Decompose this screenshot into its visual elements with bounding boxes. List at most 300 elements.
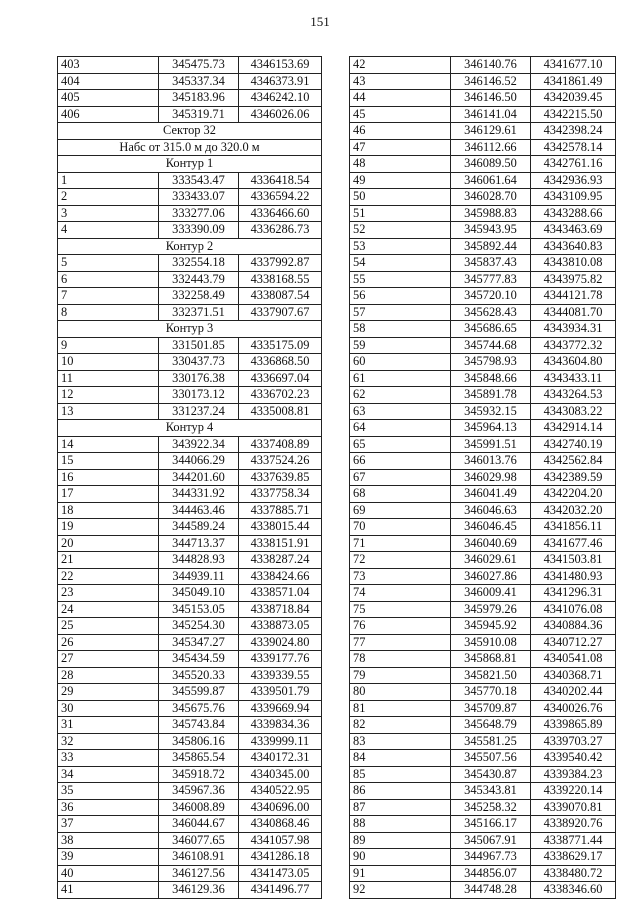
x-coordinate: 343922.34 bbox=[159, 436, 239, 453]
point-number: 64 bbox=[350, 420, 451, 437]
point-number: 12 bbox=[58, 387, 159, 404]
table-row bbox=[58, 733, 322, 750]
table-row bbox=[58, 601, 322, 618]
point-number: 38 bbox=[58, 832, 159, 849]
x-coordinate: 344713.37 bbox=[159, 535, 239, 552]
x-coordinate: 330437.73 bbox=[159, 354, 239, 371]
x-coordinate: 345254.30 bbox=[159, 618, 239, 635]
x-coordinate: 345599.87 bbox=[159, 684, 239, 701]
y-coordinate: 4341057.98 bbox=[239, 832, 322, 849]
section-header: Контур 3 bbox=[58, 321, 322, 338]
y-coordinate: 4338015.44 bbox=[239, 519, 322, 536]
point-number: 35 bbox=[58, 783, 159, 800]
page-number: 151 bbox=[310, 14, 330, 29]
point-number: 90 bbox=[350, 849, 451, 866]
point-number: 68 bbox=[350, 486, 451, 503]
table-row bbox=[350, 601, 616, 618]
point-number: 1 bbox=[58, 172, 159, 189]
section-header-row bbox=[58, 321, 322, 338]
y-coordinate: 4340696.00 bbox=[239, 799, 322, 816]
point-number: 81 bbox=[350, 700, 451, 717]
y-coordinate: 4339540.42 bbox=[531, 750, 616, 767]
x-coordinate: 345153.05 bbox=[159, 601, 239, 618]
x-coordinate: 345581.25 bbox=[451, 733, 531, 750]
section-header-row bbox=[58, 123, 322, 140]
x-coordinate: 344828.93 bbox=[159, 552, 239, 569]
point-number: 13 bbox=[58, 403, 159, 420]
y-coordinate: 4337639.85 bbox=[239, 469, 322, 486]
x-coordinate: 345347.27 bbox=[159, 634, 239, 651]
point-number: 48 bbox=[350, 156, 451, 173]
coordinates-table-left bbox=[57, 56, 322, 899]
section-header-row bbox=[58, 238, 322, 255]
table-row bbox=[350, 288, 616, 305]
x-coordinate: 346009.41 bbox=[451, 585, 531, 602]
y-coordinate: 4340345.00 bbox=[239, 766, 322, 783]
x-coordinate: 346046.63 bbox=[451, 502, 531, 519]
table-row bbox=[58, 651, 322, 668]
x-coordinate: 345337.34 bbox=[159, 73, 239, 90]
y-coordinate: 4338629.17 bbox=[531, 849, 616, 866]
table-row bbox=[58, 535, 322, 552]
point-number: 22 bbox=[58, 568, 159, 585]
point-number: 88 bbox=[350, 816, 451, 833]
x-coordinate: 345932.15 bbox=[451, 403, 531, 420]
table-row bbox=[350, 354, 616, 371]
point-number: 37 bbox=[58, 816, 159, 833]
y-coordinate: 4339177.76 bbox=[239, 651, 322, 668]
section-header: Контур 2 bbox=[58, 238, 322, 255]
point-number: 32 bbox=[58, 733, 159, 750]
y-coordinate: 4341480.93 bbox=[531, 568, 616, 585]
point-number: 45 bbox=[350, 106, 451, 123]
x-coordinate: 346046.45 bbox=[451, 519, 531, 536]
y-coordinate: 4338571.04 bbox=[239, 585, 322, 602]
y-coordinate: 4342761.16 bbox=[531, 156, 616, 173]
y-coordinate: 4341496.77 bbox=[239, 882, 322, 899]
x-coordinate: 345837.43 bbox=[451, 255, 531, 272]
point-number: 33 bbox=[58, 750, 159, 767]
y-coordinate: 4344081.70 bbox=[531, 304, 616, 321]
y-coordinate: 4337885.71 bbox=[239, 502, 322, 519]
table-row bbox=[350, 535, 616, 552]
point-number: 73 bbox=[350, 568, 451, 585]
y-coordinate: 4340712.27 bbox=[531, 634, 616, 651]
table-row bbox=[350, 139, 616, 156]
x-coordinate: 333277.06 bbox=[159, 205, 239, 222]
table-row bbox=[58, 783, 322, 800]
point-number: 8 bbox=[58, 304, 159, 321]
table-row bbox=[350, 849, 616, 866]
table-row bbox=[350, 321, 616, 338]
table-row bbox=[58, 337, 322, 354]
table-row bbox=[350, 189, 616, 206]
x-coordinate: 345507.56 bbox=[451, 750, 531, 767]
point-number: 46 bbox=[350, 123, 451, 140]
y-coordinate: 4340202.44 bbox=[531, 684, 616, 701]
point-number: 79 bbox=[350, 667, 451, 684]
x-coordinate: 346146.50 bbox=[451, 90, 531, 107]
table-row bbox=[58, 288, 322, 305]
point-number: 40 bbox=[58, 865, 159, 882]
x-coordinate: 346127.56 bbox=[159, 865, 239, 882]
table-row bbox=[58, 469, 322, 486]
point-number: 77 bbox=[350, 634, 451, 651]
point-number: 44 bbox=[350, 90, 451, 107]
y-coordinate: 4341473.05 bbox=[239, 865, 322, 882]
table-row bbox=[350, 172, 616, 189]
y-coordinate: 4336418.54 bbox=[239, 172, 322, 189]
table-row bbox=[58, 717, 322, 734]
y-coordinate: 4343810.08 bbox=[531, 255, 616, 272]
table-row bbox=[350, 238, 616, 255]
table-row bbox=[58, 255, 322, 272]
table-row bbox=[58, 403, 322, 420]
point-number: 67 bbox=[350, 469, 451, 486]
table-row bbox=[58, 354, 322, 371]
y-coordinate: 4342914.14 bbox=[531, 420, 616, 437]
y-coordinate: 4339703.27 bbox=[531, 733, 616, 750]
point-number: 42 bbox=[350, 57, 451, 74]
point-number: 11 bbox=[58, 370, 159, 387]
x-coordinate: 345918.72 bbox=[159, 766, 239, 783]
point-number: 61 bbox=[350, 370, 451, 387]
table-row bbox=[58, 304, 322, 321]
table-row bbox=[350, 403, 616, 420]
point-number: 27 bbox=[58, 651, 159, 668]
y-coordinate: 4338873.05 bbox=[239, 618, 322, 635]
y-coordinate: 4337758.34 bbox=[239, 486, 322, 503]
point-number: 29 bbox=[58, 684, 159, 701]
x-coordinate: 345777.83 bbox=[451, 271, 531, 288]
x-coordinate: 345979.26 bbox=[451, 601, 531, 618]
x-coordinate: 345943.95 bbox=[451, 222, 531, 239]
x-coordinate: 333390.09 bbox=[159, 222, 239, 239]
x-coordinate: 345743.84 bbox=[159, 717, 239, 734]
point-number: 3 bbox=[58, 205, 159, 222]
x-coordinate: 344967.73 bbox=[451, 849, 531, 866]
table-row bbox=[58, 700, 322, 717]
y-coordinate: 4340522.95 bbox=[239, 783, 322, 800]
x-coordinate: 345430.87 bbox=[451, 766, 531, 783]
table-row bbox=[350, 519, 616, 536]
y-coordinate: 4335175.09 bbox=[239, 337, 322, 354]
x-coordinate: 345520.33 bbox=[159, 667, 239, 684]
point-number: 54 bbox=[350, 255, 451, 272]
table-row bbox=[350, 453, 616, 470]
y-coordinate: 4342562.84 bbox=[531, 453, 616, 470]
point-number: 23 bbox=[58, 585, 159, 602]
table-row bbox=[350, 255, 616, 272]
table-row bbox=[58, 172, 322, 189]
x-coordinate: 346029.98 bbox=[451, 469, 531, 486]
y-coordinate: 4337907.67 bbox=[239, 304, 322, 321]
table-row bbox=[58, 519, 322, 536]
point-number: 50 bbox=[350, 189, 451, 206]
table-row bbox=[350, 123, 616, 140]
table-row bbox=[350, 618, 616, 635]
x-coordinate: 332443.79 bbox=[159, 271, 239, 288]
point-number: 34 bbox=[58, 766, 159, 783]
y-coordinate: 4336702.23 bbox=[239, 387, 322, 404]
x-coordinate: 345991.51 bbox=[451, 436, 531, 453]
point-number: 70 bbox=[350, 519, 451, 536]
x-coordinate: 344939.11 bbox=[159, 568, 239, 585]
y-coordinate: 4339070.81 bbox=[531, 799, 616, 816]
table-row bbox=[58, 865, 322, 882]
point-number: 43 bbox=[350, 73, 451, 90]
point-number: 406 bbox=[58, 106, 159, 123]
table-row bbox=[58, 106, 322, 123]
y-coordinate: 4335008.81 bbox=[239, 403, 322, 420]
table-row bbox=[58, 370, 322, 387]
section-header: Контур 1 bbox=[58, 156, 322, 173]
table-row bbox=[350, 667, 616, 684]
section-header-row bbox=[58, 139, 322, 156]
x-coordinate: 344856.07 bbox=[451, 865, 531, 882]
x-coordinate: 345628.43 bbox=[451, 304, 531, 321]
y-coordinate: 4340884.36 bbox=[531, 618, 616, 635]
point-number: 47 bbox=[350, 139, 451, 156]
table-row bbox=[58, 849, 322, 866]
y-coordinate: 4341503.81 bbox=[531, 552, 616, 569]
x-coordinate: 345166.17 bbox=[451, 816, 531, 833]
table-row bbox=[350, 486, 616, 503]
y-coordinate: 4339339.55 bbox=[239, 667, 322, 684]
point-number: 84 bbox=[350, 750, 451, 767]
x-coordinate: 346146.52 bbox=[451, 73, 531, 90]
point-number: 59 bbox=[350, 337, 451, 354]
x-coordinate: 331237.24 bbox=[159, 403, 239, 420]
table-row bbox=[350, 502, 616, 519]
y-coordinate: 4339501.79 bbox=[239, 684, 322, 701]
x-coordinate: 345067.91 bbox=[451, 832, 531, 849]
table-row bbox=[350, 651, 616, 668]
x-coordinate: 346041.49 bbox=[451, 486, 531, 503]
point-number: 36 bbox=[58, 799, 159, 816]
point-number: 75 bbox=[350, 601, 451, 618]
table-row bbox=[350, 205, 616, 222]
x-coordinate: 346040.69 bbox=[451, 535, 531, 552]
point-number: 69 bbox=[350, 502, 451, 519]
point-number: 72 bbox=[350, 552, 451, 569]
x-coordinate: 345744.68 bbox=[451, 337, 531, 354]
x-coordinate: 345709.87 bbox=[451, 700, 531, 717]
x-coordinate: 330173.12 bbox=[159, 387, 239, 404]
x-coordinate: 345821.50 bbox=[451, 667, 531, 684]
section-header: Сектор 32 bbox=[58, 123, 322, 140]
x-coordinate: 345686.65 bbox=[451, 321, 531, 338]
table-row bbox=[350, 799, 616, 816]
y-coordinate: 4338480.72 bbox=[531, 865, 616, 882]
x-coordinate: 344066.29 bbox=[159, 453, 239, 470]
x-coordinate: 345848.66 bbox=[451, 370, 531, 387]
x-coordinate: 346108.91 bbox=[159, 849, 239, 866]
y-coordinate: 4343640.83 bbox=[531, 238, 616, 255]
x-coordinate: 345964.13 bbox=[451, 420, 531, 437]
y-coordinate: 4343433.11 bbox=[531, 370, 616, 387]
x-coordinate: 346112.66 bbox=[451, 139, 531, 156]
point-number: 405 bbox=[58, 90, 159, 107]
point-number: 14 bbox=[58, 436, 159, 453]
y-coordinate: 4338087.54 bbox=[239, 288, 322, 305]
table-row bbox=[350, 436, 616, 453]
coordinates-table-right bbox=[349, 56, 616, 899]
y-coordinate: 4340026.76 bbox=[531, 700, 616, 717]
y-coordinate: 4341677.10 bbox=[531, 57, 616, 74]
y-coordinate: 4342204.20 bbox=[531, 486, 616, 503]
point-number: 60 bbox=[350, 354, 451, 371]
point-number: 49 bbox=[350, 172, 451, 189]
x-coordinate: 346077.65 bbox=[159, 832, 239, 849]
table-row bbox=[58, 618, 322, 635]
table-row bbox=[350, 90, 616, 107]
point-number: 76 bbox=[350, 618, 451, 635]
table-row bbox=[58, 667, 322, 684]
x-coordinate: 345806.16 bbox=[159, 733, 239, 750]
x-coordinate: 346140.76 bbox=[451, 57, 531, 74]
point-number: 39 bbox=[58, 849, 159, 866]
table-row bbox=[58, 585, 322, 602]
point-number: 26 bbox=[58, 634, 159, 651]
table-row bbox=[58, 832, 322, 849]
y-coordinate: 4339865.89 bbox=[531, 717, 616, 734]
table-row bbox=[350, 469, 616, 486]
point-number: 51 bbox=[350, 205, 451, 222]
x-coordinate: 344331.92 bbox=[159, 486, 239, 503]
point-number: 18 bbox=[58, 502, 159, 519]
point-number: 17 bbox=[58, 486, 159, 503]
x-coordinate: 345675.76 bbox=[159, 700, 239, 717]
point-number: 71 bbox=[350, 535, 451, 552]
y-coordinate: 4336697.04 bbox=[239, 370, 322, 387]
table-row bbox=[58, 552, 322, 569]
y-coordinate: 4342740.19 bbox=[531, 436, 616, 453]
point-number: 74 bbox=[350, 585, 451, 602]
point-number: 28 bbox=[58, 667, 159, 684]
point-number: 4 bbox=[58, 222, 159, 239]
point-number: 403 bbox=[58, 57, 159, 74]
section-header-row bbox=[58, 156, 322, 173]
table-row bbox=[350, 700, 616, 717]
section-header-row bbox=[58, 420, 322, 437]
x-coordinate: 345865.54 bbox=[159, 750, 239, 767]
table-row bbox=[350, 634, 616, 651]
y-coordinate: 4342215.50 bbox=[531, 106, 616, 123]
point-number: 56 bbox=[350, 288, 451, 305]
point-number: 55 bbox=[350, 271, 451, 288]
table-row bbox=[58, 222, 322, 239]
point-number: 16 bbox=[58, 469, 159, 486]
table-row bbox=[58, 766, 322, 783]
y-coordinate: 4340172.31 bbox=[239, 750, 322, 767]
point-number: 7 bbox=[58, 288, 159, 305]
x-coordinate: 345868.81 bbox=[451, 651, 531, 668]
table-row bbox=[58, 634, 322, 651]
table-row bbox=[58, 799, 322, 816]
x-coordinate: 346129.36 bbox=[159, 882, 239, 899]
table-row bbox=[350, 370, 616, 387]
y-coordinate: 4346242.10 bbox=[239, 90, 322, 107]
point-number: 404 bbox=[58, 73, 159, 90]
y-coordinate: 4336868.50 bbox=[239, 354, 322, 371]
y-coordinate: 4343109.95 bbox=[531, 189, 616, 206]
table-row bbox=[58, 568, 322, 585]
x-coordinate: 346013.76 bbox=[451, 453, 531, 470]
point-number: 10 bbox=[58, 354, 159, 371]
y-coordinate: 4342039.45 bbox=[531, 90, 616, 107]
table-row bbox=[350, 832, 616, 849]
y-coordinate: 4343288.66 bbox=[531, 205, 616, 222]
table-row bbox=[350, 783, 616, 800]
x-coordinate: 332371.51 bbox=[159, 304, 239, 321]
table-row bbox=[58, 750, 322, 767]
point-number: 25 bbox=[58, 618, 159, 635]
table-row bbox=[58, 502, 322, 519]
table-row bbox=[58, 189, 322, 206]
x-coordinate: 345434.59 bbox=[159, 651, 239, 668]
x-coordinate: 346028.70 bbox=[451, 189, 531, 206]
y-coordinate: 4343975.82 bbox=[531, 271, 616, 288]
x-coordinate: 345049.10 bbox=[159, 585, 239, 602]
x-coordinate: 345183.96 bbox=[159, 90, 239, 107]
y-coordinate: 4343934.31 bbox=[531, 321, 616, 338]
y-coordinate: 4342389.59 bbox=[531, 469, 616, 486]
table-row bbox=[350, 271, 616, 288]
x-coordinate: 332258.49 bbox=[159, 288, 239, 305]
x-coordinate: 345648.79 bbox=[451, 717, 531, 734]
y-coordinate: 4338168.55 bbox=[239, 271, 322, 288]
table-row bbox=[350, 750, 616, 767]
x-coordinate: 346008.89 bbox=[159, 799, 239, 816]
y-coordinate: 4341861.49 bbox=[531, 73, 616, 90]
table-row bbox=[350, 57, 616, 74]
x-coordinate: 346029.61 bbox=[451, 552, 531, 569]
table-row bbox=[58, 57, 322, 74]
point-number: 5 bbox=[58, 255, 159, 272]
section-header: Контур 4 bbox=[58, 420, 322, 437]
point-number: 19 bbox=[58, 519, 159, 536]
y-coordinate: 4336594.22 bbox=[239, 189, 322, 206]
table-row bbox=[58, 73, 322, 90]
y-coordinate: 4339669.94 bbox=[239, 700, 322, 717]
y-coordinate: 4337992.87 bbox=[239, 255, 322, 272]
table-row bbox=[58, 205, 322, 222]
y-coordinate: 4341856.11 bbox=[531, 519, 616, 536]
y-coordinate: 4339384.23 bbox=[531, 766, 616, 783]
y-coordinate: 4338424.66 bbox=[239, 568, 322, 585]
table-row bbox=[350, 387, 616, 404]
x-coordinate: 346089.50 bbox=[451, 156, 531, 173]
y-coordinate: 4343264.53 bbox=[531, 387, 616, 404]
x-coordinate: 330176.38 bbox=[159, 370, 239, 387]
y-coordinate: 4338346.60 bbox=[531, 882, 616, 899]
y-coordinate: 4346026.06 bbox=[239, 106, 322, 123]
y-coordinate: 4343463.69 bbox=[531, 222, 616, 239]
point-number: 6 bbox=[58, 271, 159, 288]
y-coordinate: 4338718.84 bbox=[239, 601, 322, 618]
table-row bbox=[350, 865, 616, 882]
y-coordinate: 4343772.32 bbox=[531, 337, 616, 354]
point-number: 89 bbox=[350, 832, 451, 849]
point-number: 63 bbox=[350, 403, 451, 420]
y-coordinate: 4344121.78 bbox=[531, 288, 616, 305]
point-number: 80 bbox=[350, 684, 451, 701]
x-coordinate: 345891.78 bbox=[451, 387, 531, 404]
x-coordinate: 333433.07 bbox=[159, 189, 239, 206]
x-coordinate: 346141.04 bbox=[451, 106, 531, 123]
table-row bbox=[58, 486, 322, 503]
